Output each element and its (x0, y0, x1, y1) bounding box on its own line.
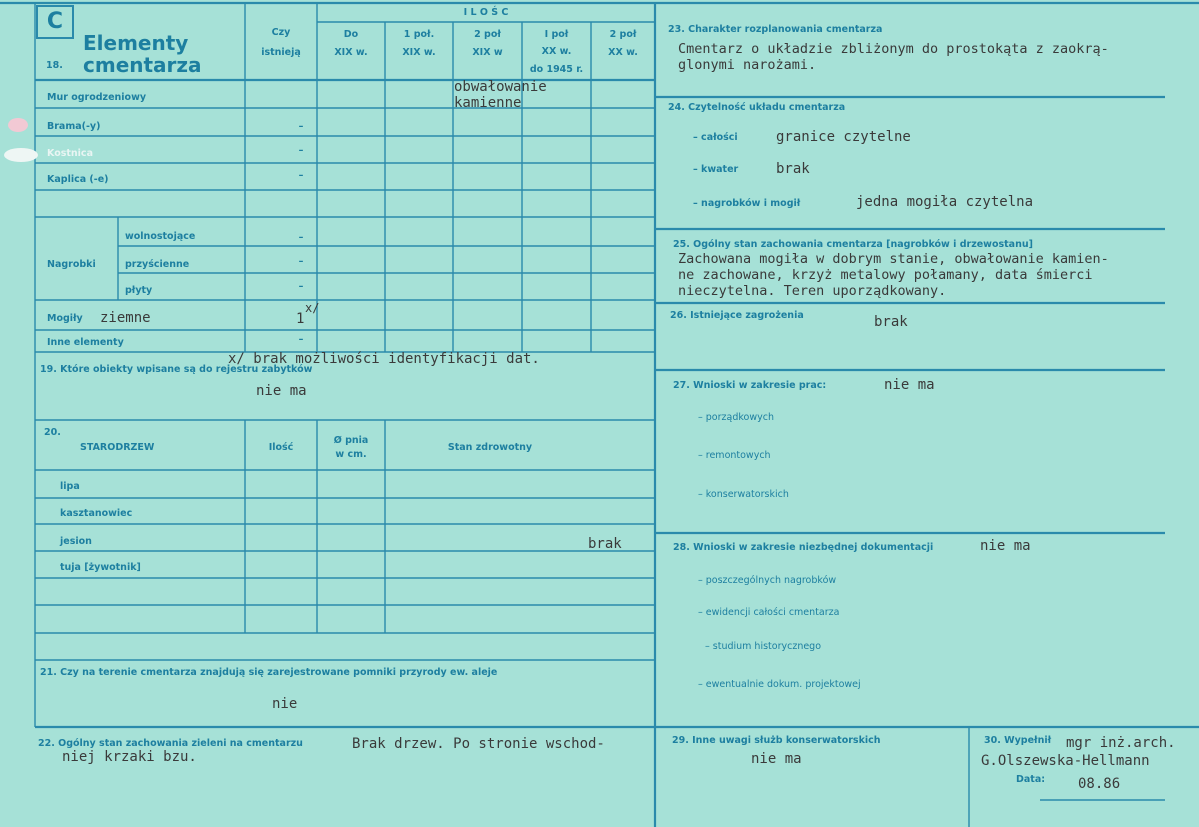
header-1pol19-xix: XIX w. (402, 47, 436, 58)
stain-mark (4, 148, 38, 162)
q29-answer: nie ma (751, 751, 802, 767)
q25-answer-line2: ne zachowane, krzyż metalowy połamany, data śmierci (678, 267, 1093, 283)
brama-exists: – (298, 121, 304, 132)
mogily-value: ziemne (100, 310, 151, 326)
header-do: Do (343, 29, 359, 40)
section-letter: C (36, 5, 74, 39)
q30-label: 30. Wypełnił (984, 735, 1052, 746)
header-1pol20-xx: XX w. (541, 46, 572, 57)
inne-exists: – (298, 334, 304, 345)
row-przyscienne: przyścienne (125, 259, 190, 270)
q20-header-stan: Stan zdrowotny (447, 442, 533, 453)
header-1pol19: 1 poł. (403, 29, 435, 40)
wolnostojace-exists: – (298, 232, 304, 243)
header-1pol20: I poł (544, 29, 569, 40)
q22-label: 22. Ogólny stan zachowania zieleni na cmentarzu (38, 738, 303, 749)
q27-item: – konserwatorskich (698, 489, 789, 500)
obwalowanie-line2: kamienne (454, 95, 522, 111)
tree-row: tuja [żywotnik] (60, 562, 141, 573)
header-2pol19-xix: XIX w (472, 47, 503, 58)
q27-label: 27. Wnioski w zakresie prac: (673, 380, 827, 391)
obwalowanie-line1: obwałowanie (454, 79, 547, 95)
kostnica-exists: – (298, 145, 304, 156)
row-kaplica: Kaplica (-e) (47, 174, 109, 185)
q30-name-line2: G.Olszewska-Hellmann (981, 753, 1150, 769)
plyty-exists: – (298, 281, 304, 292)
przyscienne-exists: – (298, 256, 304, 267)
q22-answer-line1: Brak drzew. Po stronie wschod- (352, 736, 605, 752)
tree-row: jesion (60, 536, 92, 547)
q26-answer: brak (874, 314, 908, 330)
q28-label: 28. Wnioski w zakresie niezbędnej dokumentacji (673, 542, 934, 553)
tree-row: lipa (60, 481, 80, 492)
q24-label: 24. Czytelność układu cmentarza (668, 102, 846, 113)
q23-answer-line1: Cmentarz o układzie zbliżonym do prostokąta z zaokrą- (678, 41, 1109, 57)
q28-item: – poszczególnych nagrobków (698, 575, 837, 586)
q21-label: 21. Czy na terenie cmentarza znajdują się zarejestrowane pomniki przyrody ew. aleje (40, 667, 498, 678)
header-do-xix: XIX w. (334, 47, 368, 58)
q20-header-fi: Ø pnia (333, 435, 369, 446)
q25-answer-line1: Zachowana mogiła w dobrym stanie, obwałowanie kamien- (678, 251, 1109, 267)
q30-date-value: 08.86 (1078, 776, 1121, 792)
q20-header-cm: w cm. (335, 449, 367, 460)
section-number: 18. (46, 60, 63, 71)
q28-item: – ewentualnie dokum. projektowej (698, 679, 861, 690)
row-mur: Mur ogrodzeniowy (47, 92, 147, 103)
row-nagrobki: Nagrobki (47, 259, 96, 270)
q27-item: – porządkowych (698, 412, 774, 423)
q24-kwater: – kwater (693, 164, 739, 175)
q24-kwater-answer: brak (776, 161, 810, 177)
q19-answer: nie ma (256, 383, 307, 399)
tree-row: kasztanowiec (60, 508, 133, 519)
q24-nagrobkow: – nagrobków i mogił (693, 198, 801, 209)
row-brama: Brama(-y) (47, 121, 101, 132)
q28-answer: nie ma (980, 538, 1031, 554)
row-plyty: płyty (125, 285, 153, 296)
stain-mark (8, 118, 28, 132)
q20-answer: brak (588, 536, 622, 552)
q25-label: 25. Ogólny stan zachowania cmentarza [nagrobków i drzewostanu] (673, 239, 1033, 250)
q25-answer-line3: nieczytelna. Teren uporządkowany. (678, 283, 947, 299)
section-title-line2: cmentarza (83, 53, 202, 77)
header-2pol20: 2 poł (609, 29, 637, 40)
q23-label: 23. Charakter rozplanowania cmentarza (668, 24, 883, 35)
q20-number: 20. (44, 427, 61, 438)
section-title-line1: Elementy (83, 31, 189, 55)
header-1pol20-1945: do 1945 r. (529, 64, 584, 75)
header-ilosc: I L O Ś C (463, 7, 509, 18)
q30-date-label: Data: (1016, 774, 1046, 785)
q27-answer: nie ma (884, 377, 935, 393)
dating-footnote: x/ brak możliwości identyfikacji dat. (228, 351, 540, 367)
header-2pol19: 2 poł (474, 29, 501, 40)
q28-item: – ewidencji całości cmentarza (698, 607, 840, 618)
q21-answer: nie (272, 696, 298, 712)
header-istnieja: istnieją (261, 47, 301, 58)
q23-answer-line2: glonymi narożami. (678, 57, 817, 73)
header-2pol20-xx: XX w. (608, 47, 638, 58)
q24-calosci-answer: granice czytelne (776, 129, 911, 145)
q26-label: 26. Istniejące zagrożenia (670, 310, 804, 321)
row-kostnica: Kostnica (47, 148, 93, 159)
kaplica-exists: – (298, 170, 304, 181)
q29-label: 29. Inne uwagi służb konserwatorskich (672, 735, 881, 746)
mogily-count: 1 (296, 311, 305, 327)
mogily-footnote-mark: x/ (305, 301, 320, 315)
row-inne: Inne elementy (47, 337, 124, 348)
q20-header-starodrzew: STARODRZEW (80, 442, 155, 453)
q19-label: 19. Które obiekty wpisane są do rejestru zabytków (40, 364, 313, 375)
q27-item: – remontowych (698, 450, 771, 461)
q24-nagrobkow-answer: jedna mogiła czytelna (856, 194, 1034, 210)
header-czy: Czy (271, 27, 291, 38)
row-wolnostojace: wolnostojące (125, 231, 196, 242)
q24-calosci: – całości (693, 132, 738, 143)
q20-header-ilosc: Ilość (268, 442, 294, 453)
row-mogily: Mogiły (47, 313, 83, 324)
q30-name-line1: mgr inż.arch. (1066, 735, 1176, 751)
q28-item: – studium historycznego (705, 641, 822, 652)
q22-answer-line2: niej krzaki bzu. (62, 749, 197, 765)
